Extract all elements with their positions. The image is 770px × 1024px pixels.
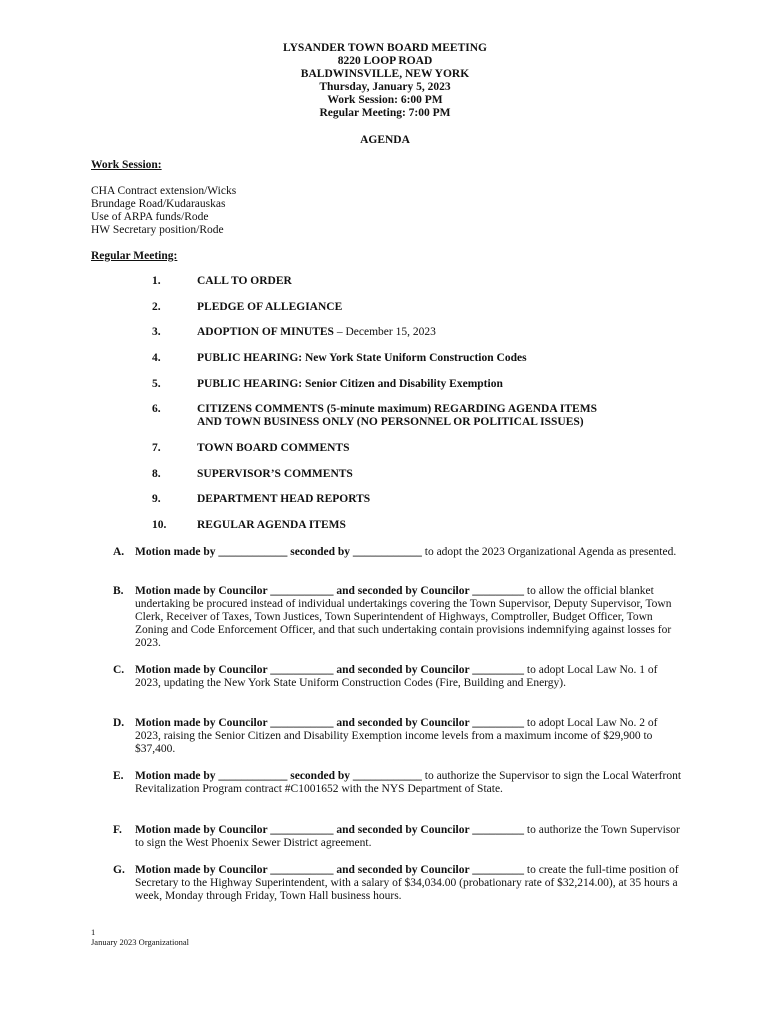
motion-mover-line: Motion made by Councilor ___________ and seconded by Councilor _________ (135, 824, 525, 836)
motion-text: to adopt Local Law No. 2 of 2023, raising the Senior Citizen and Disability Exemption income levels from a maximum income of $29,900 to $37,400. (135, 717, 658, 755)
motion-text: to create the full-time position of Secretary to the Highway Superintendent, with a salary of $34,034.00 (probationary rate of $32,214.00), at 35 hours a week, Monday through Friday, Town Hall business hours. (135, 864, 679, 902)
item-text: CALL TO ORDER (197, 275, 292, 287)
motion-mover-line: Motion made by Councilor ___________ and seconded by Councilor _________ (135, 864, 525, 876)
item-number: 5. (152, 378, 161, 390)
item-number: 3. (152, 326, 161, 338)
list-item: Brundage Road/Kudarauskas (91, 198, 226, 210)
item-text: PLEDGE OF ALLEGIANCE (197, 301, 343, 313)
item-text: PUBLIC HEARING: Senior Citizen and Disability Exemption (197, 378, 503, 390)
motion-mover-line: Motion made by Councilor ___________ and seconded by Councilor _________ (135, 664, 525, 676)
item-text: TOWN BOARD COMMENTS (197, 442, 350, 454)
header-line-date: Thursday, January 5, 2023 (319, 81, 451, 93)
motion-mover-line: Motion made by Councilor ___________ and seconded by Councilor _________ (135, 585, 525, 597)
work-session-list (91, 185, 236, 237)
item-text: DEPARTMENT HEAD REPORTS (197, 493, 371, 505)
motion-text: to allow the official blanket undertaking be procured instead of individual undertakings covering the Town Supervisor, Deputy Supervisor, Town Clerk, Receiver of Taxes, Town Justices, Town Superintendent of Highways, Comptroller, Budget Officer, Town Zoning and Code Enforcement Officer, and that such undertaking contain provisions indemnifying against losses for 2023. (135, 585, 672, 649)
item-text: PUBLIC HEARING: New York State Uniform Construction Codes (197, 352, 527, 364)
motion-mover-line: Motion made by ____________ seconded by ____________ (135, 546, 422, 558)
item-number: 7. (152, 442, 161, 454)
motion-mover-line: Motion made by Councilor ___________ and seconded by Councilor _________ (135, 717, 525, 729)
item-number: 4. (152, 352, 161, 364)
item-number: 2. (152, 301, 161, 313)
page-number: 1 (91, 927, 96, 937)
item-number: 1. (152, 275, 161, 287)
motion-letter: E. (113, 770, 124, 782)
item-number: 8. (152, 468, 161, 480)
item-text: REGULAR AGENDA ITEMS (197, 519, 346, 531)
header-line-city: BALDWINSVILLE, NEW YORK (300, 68, 470, 80)
list-item: Use of ARPA funds/Rode (91, 211, 209, 223)
motion-text: to authorize the Town Supervisor to sign the West Phoenix Sewer District agreement. (135, 824, 680, 849)
motion-letter: F. (113, 824, 122, 836)
regular-meeting-heading: Regular Meeting: (91, 250, 178, 262)
list-item: CHA Contract extension/Wicks (91, 185, 237, 197)
header-line-work-session: Work Session: 6:00 PM (327, 94, 443, 106)
motion-letter: C. (113, 664, 125, 676)
item-text: SUPERVISOR’S COMMENTS (197, 468, 353, 480)
work-session-heading: Work Session: (91, 159, 162, 171)
motion-text: to authorize the Supervisor to sign the Local Waterfront Revitalization Program contract #C1001652 with the NYS Department of State. (135, 770, 682, 795)
motion-mover-line: Motion made by ____________ seconded by ____________ (135, 770, 422, 782)
item-date: – December 15, 2023 (333, 326, 436, 338)
list-item: HW Secretary position/Rode (91, 224, 224, 236)
item-number: 6. (152, 403, 161, 415)
item-number: 9. (152, 493, 161, 505)
motion-letter: B. (113, 585, 124, 597)
motion-letter: G. (113, 864, 125, 876)
motion-letter: A. (113, 546, 125, 558)
footer-label: January 2023 Organizational (91, 937, 190, 947)
item-number: 10. (152, 519, 167, 531)
motion-text: to adopt Local Law No. 1 of 2023, updating the New York State Uniform Construction Codes (Fire, Building and Energy). (135, 664, 658, 689)
motion-letter: D. (113, 717, 125, 729)
header-line-title: LYSANDER TOWN BOARD MEETING (283, 42, 487, 54)
item-text: CITIZENS COMMENTS (5-minute maximum) REGARDING AGENDA ITEMS (197, 403, 597, 415)
meeting-header (0, 42, 770, 120)
agenda-title: AGENDA (360, 134, 410, 146)
page-footer (91, 927, 189, 947)
motion-text: to adopt the 2023 Organizational Agenda as presented. (421, 546, 677, 558)
header-line-address: 8220 LOOP ROAD (337, 55, 433, 67)
item-text-continued: AND TOWN BUSINESS ONLY (NO PERSONNEL OR POLITICAL ISSUES) (197, 416, 584, 428)
header-line-regular-meeting: Regular Meeting: 7:00 PM (319, 107, 451, 119)
item-text: ADOPTION OF MINUTES (197, 326, 334, 338)
